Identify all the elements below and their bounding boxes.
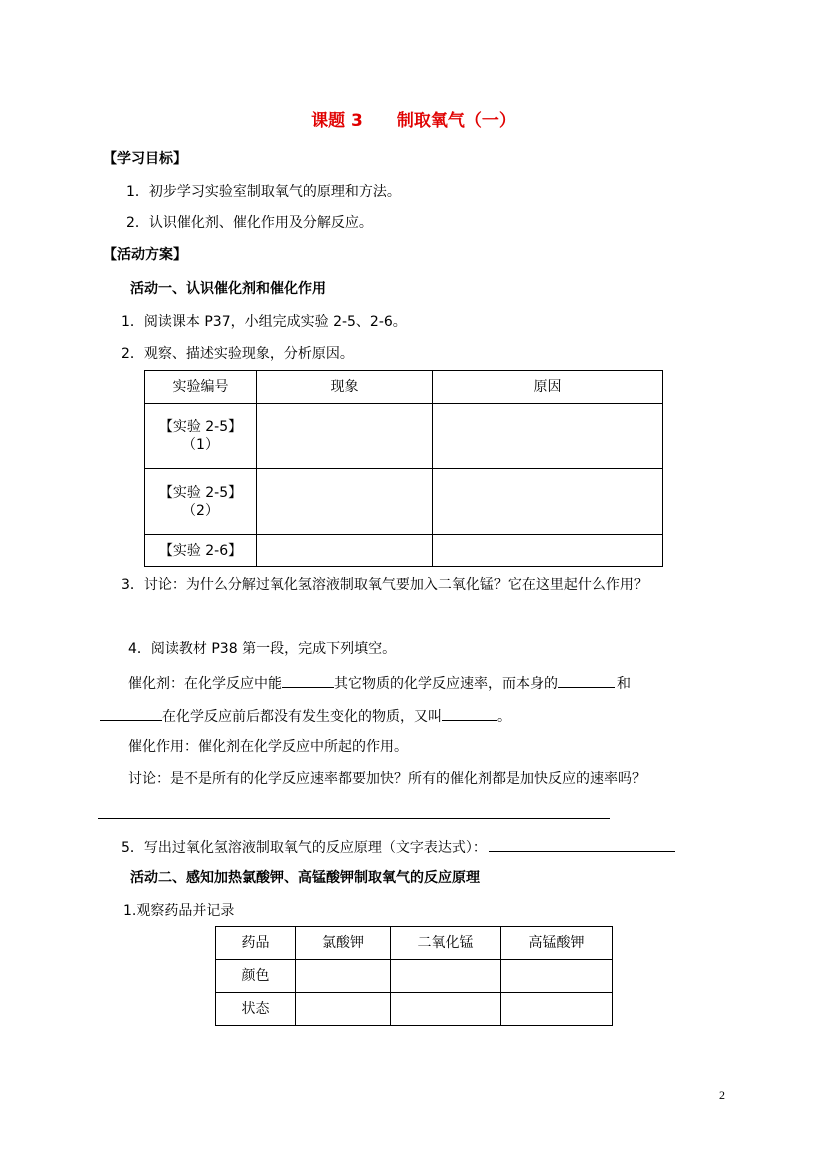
discussion-question: 讨论：是不是所有的化学反应速率都要加快？所有的催化剂都是加快反应的速率吗？: [128, 771, 646, 787]
activity1-step1: 1．阅读课本 P37，小组完成实验 2-5、2-6。: [121, 314, 407, 330]
fill-blank[interactable]: [489, 837, 675, 852]
activity1-step2: 2．观察、描述实验现象，分析原因。: [121, 346, 354, 362]
phenomenon-cell[interactable]: [257, 404, 433, 469]
fill-blank[interactable]: [558, 673, 615, 688]
table-header: 实验编号: [145, 371, 257, 404]
activity2-heading: 活动二、感知加热氯酸钾、高锰酸钾制取氧气的反应原理: [130, 870, 480, 886]
catalyst-definition-line1: [128, 673, 631, 693]
catalysis-definition: 催化作用：催化剂在化学反应中所起的作用。: [128, 739, 408, 755]
table-row: [145, 469, 663, 535]
record-cell[interactable]: [391, 993, 501, 1026]
experiment-label: 【实验 2-6】: [145, 535, 257, 567]
table-header: 原因: [433, 371, 663, 404]
catalyst-text: 催化剂：在化学反应中能: [128, 676, 282, 692]
table-header: 高锰酸钾: [501, 927, 613, 960]
objective-item: 1．初步学习实验室制取氧气的原理和方法。: [126, 184, 401, 200]
phenomenon-cell[interactable]: [257, 535, 433, 567]
catalyst-text: 其它物质的化学反应速率，而本身的: [334, 676, 558, 692]
step5-text: 5．写出过氧化氢溶液制取氧气的反应原理（文字表达式）：: [121, 840, 487, 856]
catalyst-definition-line2: [100, 706, 511, 726]
table-row: [216, 993, 613, 1026]
record-cell[interactable]: [391, 960, 501, 993]
page-title: [0, 110, 827, 132]
fill-blank[interactable]: [100, 706, 162, 721]
activity1-step3: 3．讨论：为什么分解过氧化氢溶液制取氧气要加入二氧化锰？它在这里起什么作用？: [121, 577, 648, 593]
reason-cell[interactable]: [433, 469, 663, 535]
reason-cell[interactable]: [433, 535, 663, 567]
row-label: 颜色: [216, 960, 296, 993]
catalyst-text: 和: [617, 676, 631, 692]
table-header: 氯酸钾: [296, 927, 391, 960]
catalyst-text: 在化学反应前后都没有发生变化的物质，又叫: [162, 709, 442, 725]
page-number: 2: [719, 1088, 725, 1102]
experiment-label: [145, 469, 257, 535]
record-cell[interactable]: [296, 960, 391, 993]
fill-blank[interactable]: [282, 673, 334, 688]
table-row: [216, 960, 613, 993]
record-cell[interactable]: [501, 993, 613, 1026]
reason-cell[interactable]: [433, 404, 663, 469]
row-label: 状态: [216, 993, 296, 1026]
experiment-part: （1）: [182, 437, 219, 453]
answer-line[interactable]: [98, 818, 610, 819]
plan-heading: 【活动方案】: [103, 247, 187, 263]
catalyst-text: 。: [497, 709, 511, 725]
table-header: 药品: [216, 927, 296, 960]
table-header: 现象: [257, 371, 433, 404]
reagent-table: [215, 926, 613, 1026]
activity2-step1: 1.观察药品并记录: [123, 903, 235, 919]
lesson-number: 课题 3: [311, 111, 363, 131]
experiment-name: 【实验 2-5】: [158, 484, 243, 501]
table-header: 二氧化锰: [391, 927, 501, 960]
experiment-label: [145, 404, 257, 469]
objectives-heading: 【学习目标】: [103, 151, 187, 167]
table-row: [145, 404, 663, 469]
record-cell[interactable]: [296, 993, 391, 1026]
phenomenon-cell[interactable]: [257, 469, 433, 535]
record-cell[interactable]: [501, 960, 613, 993]
experiment-name: 【实验 2-5】: [158, 419, 243, 435]
experiment-table: [144, 370, 663, 567]
fill-blank[interactable]: [442, 706, 497, 721]
lesson-topic: 制取氧气（一）: [396, 111, 516, 131]
activity1-step4: 4．阅读教材 P38 第一段，完成下列填空。: [128, 641, 397, 657]
table-row: [145, 535, 663, 567]
experiment-part: （2）: [182, 502, 219, 519]
table-header-row: [145, 371, 663, 404]
activity1-heading: 活动一、认识催化剂和催化作用: [130, 281, 326, 297]
activity1-step5: [121, 837, 675, 857]
table-header-row: [216, 927, 613, 960]
objective-item: 2．认识催化剂、催化作用及分解反应。: [126, 215, 373, 231]
